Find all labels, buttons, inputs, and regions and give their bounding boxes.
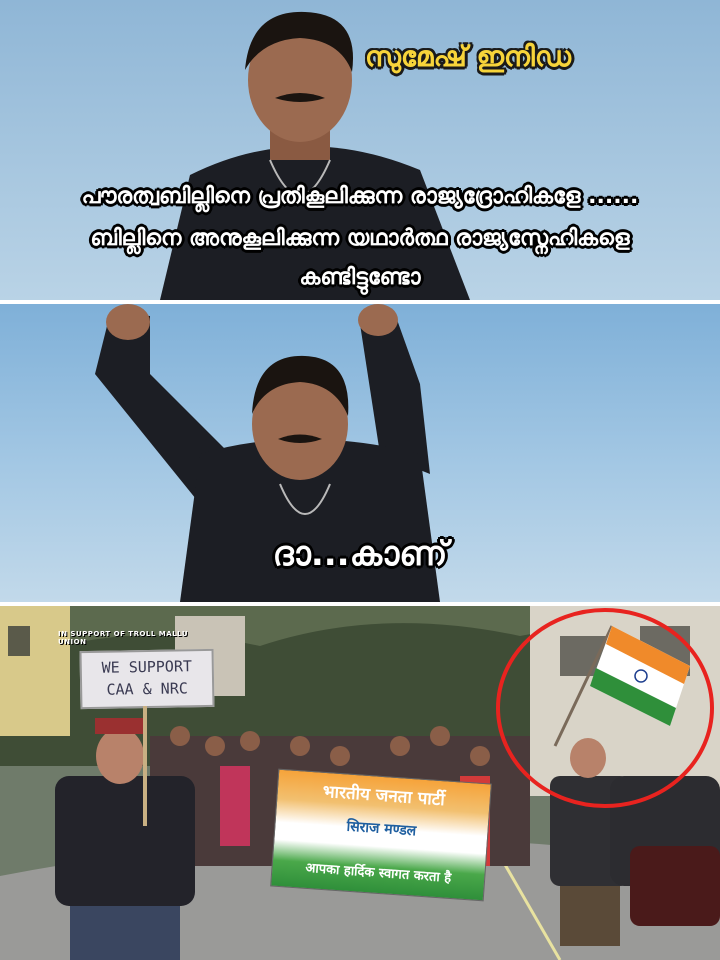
protest-sign	[80, 649, 215, 709]
sign-pole	[143, 706, 147, 826]
troll-group-logo	[40, 606, 140, 620]
middle-panel	[0, 304, 720, 602]
logo-tagline: IN SUPPORT OF TROLL MALLU UNION	[58, 630, 189, 646]
party-banner	[270, 769, 492, 902]
left-hand	[106, 304, 150, 340]
name-caption: സുമേഷ് ഇനിഡ	[364, 40, 572, 73]
right-hand	[358, 304, 398, 336]
caption-line-1: പൗരത്വബില്ലിനെ പ്രതികൂലിക്കുന്ന രാജ്യദ്രോഹികളേ ......	[81, 184, 639, 209]
caption-line-3: കണ്ടിട്ടുണ്ടോ	[299, 265, 421, 290]
motorbike	[630, 846, 720, 926]
top-panel	[0, 0, 720, 300]
sign-line-1: WE SUPPORT	[101, 657, 193, 677]
banner-line-2: सिराज मण्डल	[346, 818, 417, 840]
banner-line-3: आपका हार्दिक स्वागत करता है	[304, 860, 452, 886]
banner-line-1: भारतीय जनता पार्टी	[322, 781, 446, 811]
caption-line-2: ബില്ലിനെ അനുകൂലിക്കുന്ന യഥാർത്ഥ രാജ്യസ്നേഹികളെ	[90, 226, 630, 251]
sign-line-2: CAA & NRC	[106, 679, 188, 699]
middle-caption: ദാ...കാണ്	[272, 534, 448, 574]
left-building	[0, 606, 70, 736]
